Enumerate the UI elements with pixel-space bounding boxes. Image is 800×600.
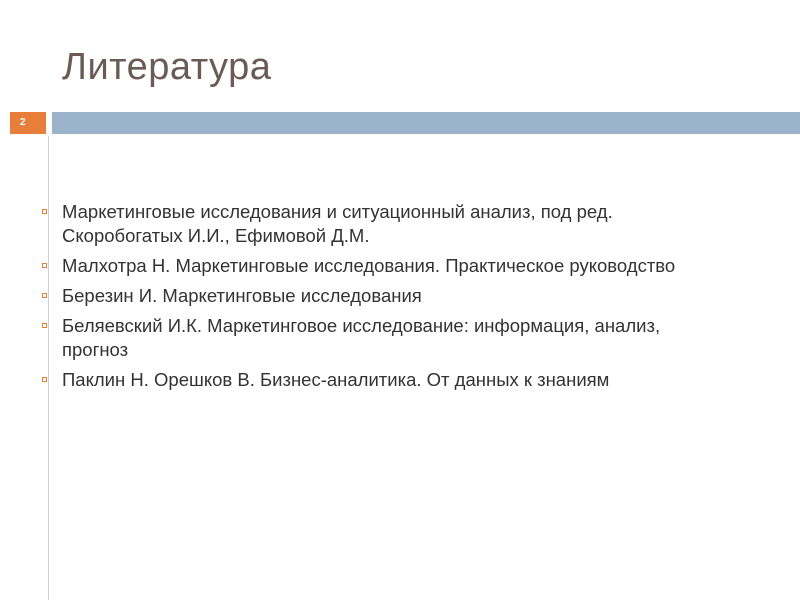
title-underline-bar [52, 112, 800, 134]
list-item-text: Малхотра Н. Маркетинговые исследования. Практическое руководство [62, 255, 676, 276]
square-bullet-icon [42, 323, 47, 328]
list-item-text: Маркетинговые исследования и ситуационный анализ, под ред. Скоробогатых И.И., Ефимовой Д.М. [62, 201, 613, 246]
list-item-text: Березин И. Маркетинговые исследования [62, 285, 422, 306]
list-item [42, 314, 722, 362]
list-item [42, 254, 722, 278]
slide-number: 2 [10, 112, 46, 134]
list-item [42, 368, 722, 392]
list-item [42, 200, 722, 248]
square-bullet-icon [42, 377, 47, 382]
literature-list [42, 200, 722, 398]
square-bullet-icon [42, 263, 47, 268]
square-bullet-icon [42, 293, 47, 298]
list-item-text: Паклин Н. Орешков В. Бизнес-аналитика. От данных к знаниям [62, 369, 610, 390]
list-item [42, 284, 722, 308]
square-bullet-icon [42, 209, 47, 214]
slide-title: Литература [62, 46, 272, 88]
list-item-text: Беляевский И.К. Маркетинговое исследование: информация, анализ, прогноз [62, 315, 661, 360]
header-bar [0, 112, 800, 134]
